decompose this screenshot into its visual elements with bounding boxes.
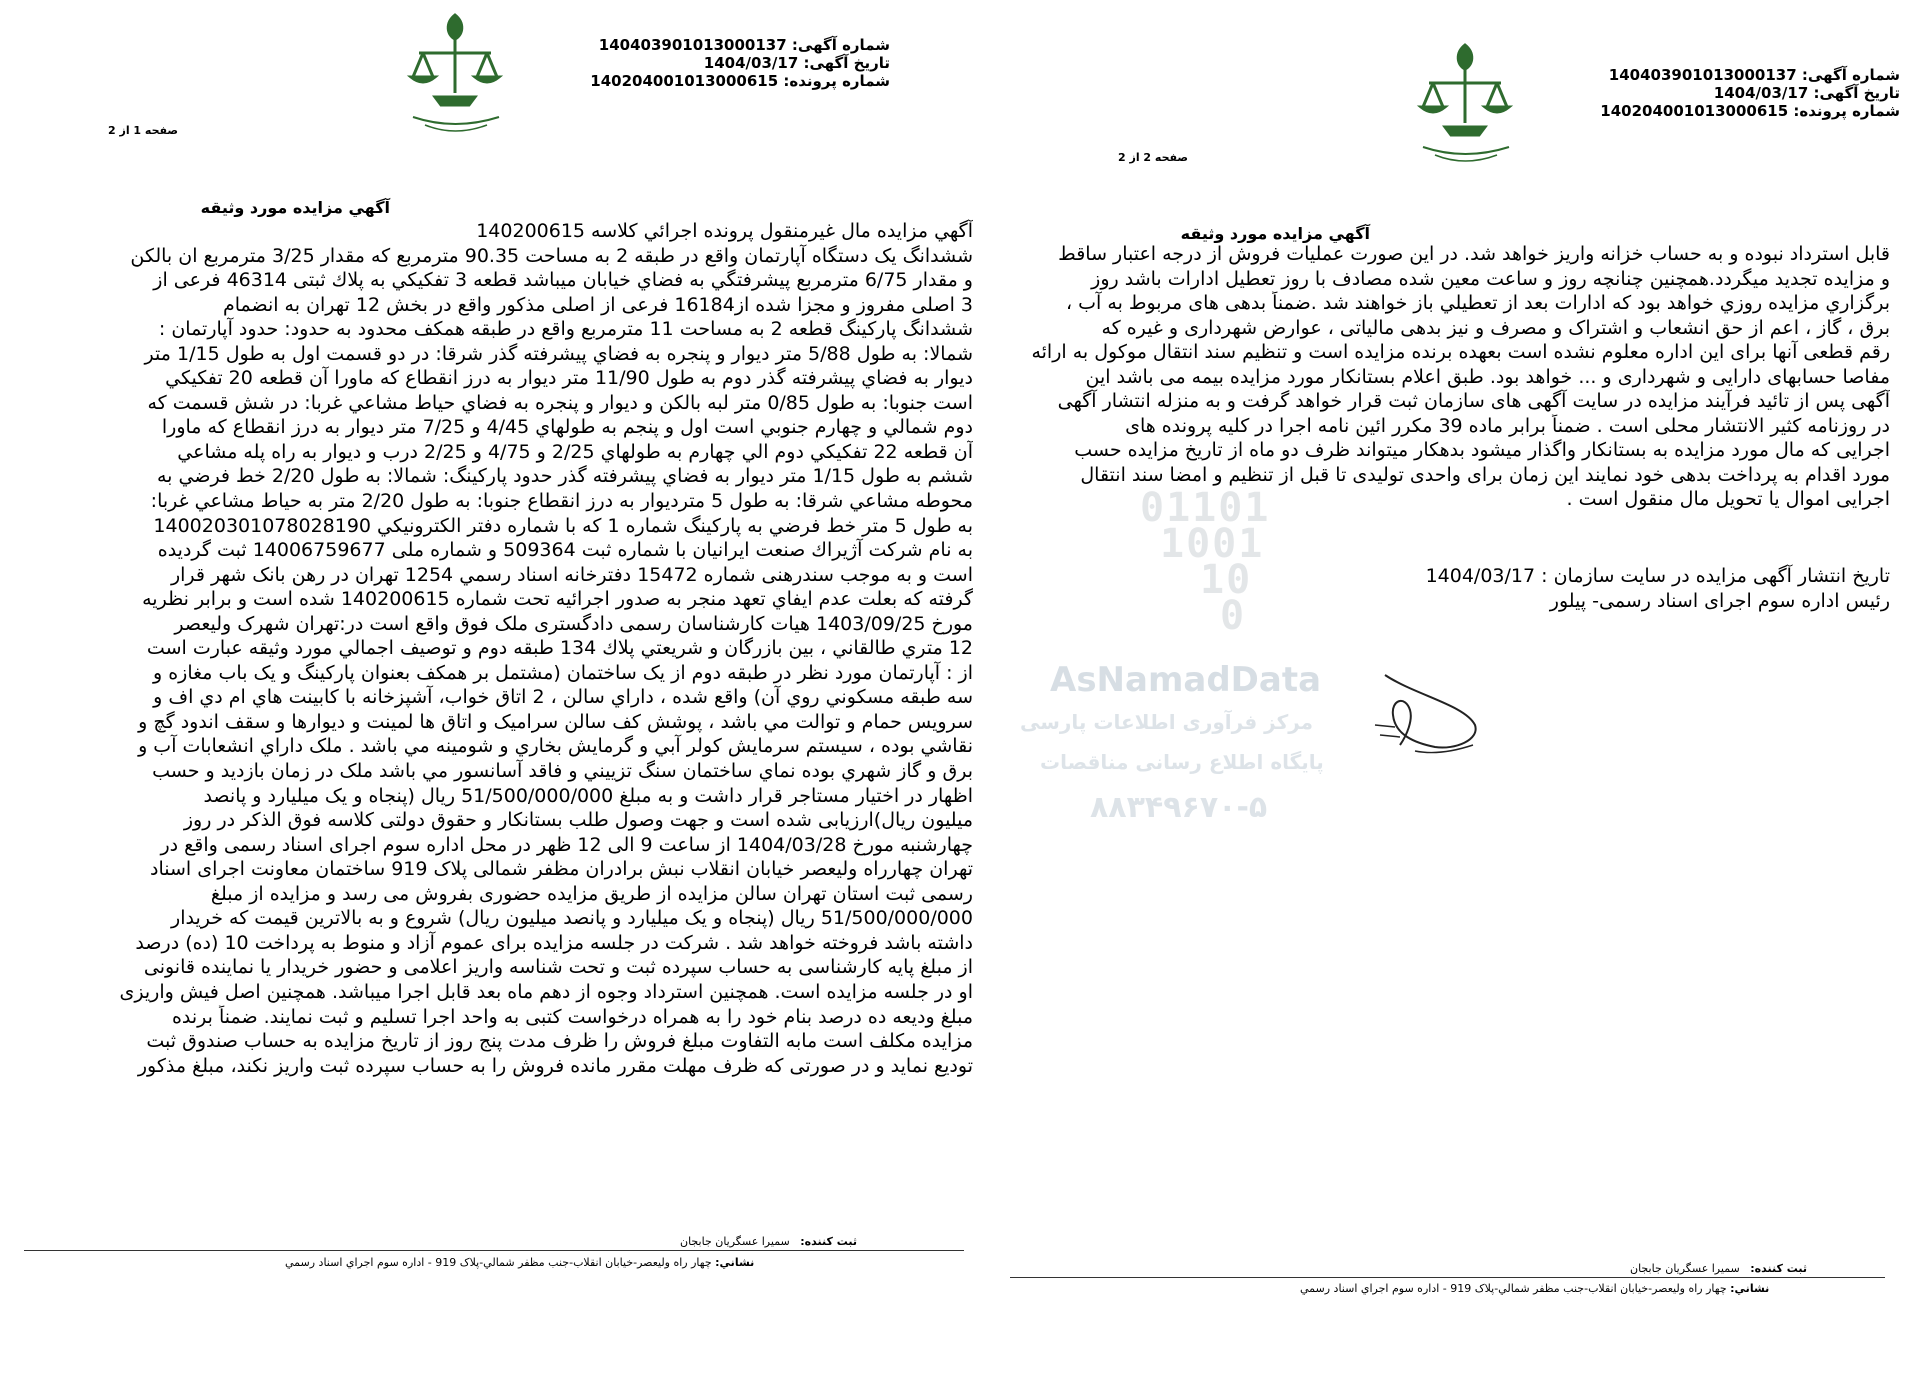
- body-line: سه طبقه مسكوني روي آن) واقع شده ، داراي سالن ، 2 اتاق خواب، آشپزخانه با كابينت هاي ام دي اف و: [153, 686, 973, 709]
- body-line: مبلغ وديعه ده درصد بنام خود را به همراه درخواست كتبی به واحد اجرا تسليم و ثبت نمايند. ضمناً برنده: [171, 1005, 973, 1028]
- page2-title: آگهي مزايده مورد وثيقه: [1180, 224, 1370, 243]
- page1-header: [560, 36, 890, 90]
- ad-number: 140403901013000137: [1608, 66, 1797, 84]
- case-number: 140204001013000615: [590, 72, 779, 90]
- body-line: چهارشنبه مورخ 1404/03/28 از ساعت 9 الی 12 ظهر در محل اداره سوم اجرای اسناد رسمی واقع در: [160, 833, 973, 856]
- page1-title: آگهي مزايده مورد وثيقه: [200, 198, 390, 217]
- body-line: او در جلسه مزايده است. همچنين استرداد وجوه از دهم ماه بعد قابل اجرا ميباشد. همچنين اصل فيش واريزی: [119, 980, 973, 1003]
- address-label: نشاني:: [1730, 1282, 1770, 1295]
- body-line: به طول 5 متر خط فرضي به پاركينگ شماره 1 كه با شماره دفتر الكترونيكي 140020301078028190: [153, 514, 973, 537]
- body-line: میلیون ريال)ارزيابی شده است و جهت وصول طلب بستانكار و حقوق دولتی كلاسه فوق الذكر در روز: [183, 809, 973, 832]
- page2-footer-divider: [1010, 1277, 1885, 1278]
- body-line: اجرايی كه مال مورد مزايده به بستانكار واگذار ميشود بدهكار ميتواند ظرف دو ماه از تاريخ مزايده حسب: [1074, 439, 1890, 462]
- watermark-brand: AsNamadData: [1050, 660, 1322, 700]
- body-line: 3 اصلی مفروز و مجزا شده از16184 فرعی از اصلی مذکور واقع در بخش 12 تهران به انضمام: [222, 293, 973, 316]
- judiciary-emblem-icon: [395, 5, 515, 135]
- body-line: است و به موجب سندرهنی شماره 15472 دفترخانه اسناد رسمي 1254 تهران در رهن بانک شهر قرار: [170, 563, 973, 586]
- body-line: تهران چهارراه وليعصر خيابان انقلاب نبش برادران مظفر شمالی پلاک 919 ساختمان معاونت اجرای اسناد: [150, 858, 973, 881]
- page1-body: [27, 219, 973, 1078]
- page2-closing: [1010, 564, 1890, 613]
- address-label: نشاني:: [715, 1256, 755, 1269]
- page2-registrar: [1630, 1262, 1807, 1275]
- address-text: چهار راه وليعصر-خيابان انقلاب-جنب مظفر شمالي-پلاک 919 - اداره سوم اجراي اسناد رسمي: [285, 1256, 712, 1269]
- body-line: آگهی پس از تائيد فرآيند مزايده در سايت آگهی های سازمان ثبت قرار خواهد گرفت و به منزله انتشار آگهی: [1057, 390, 1890, 413]
- signature-icon: [1355, 655, 1495, 765]
- body-line: مورخ 1403/09/25 هيات كارشناسان رسمی دادگستری ملک فوق واقع است در:تهران شهرک وليعصر: [174, 612, 973, 635]
- body-line: گرفته كه بعلت عدم ايفاي تعهد منجر به صدور اجرائيه تحت شماره 140200615 شده است و برابر نظريه: [142, 588, 973, 611]
- case-number: 140204001013000615: [1600, 102, 1789, 120]
- body-line: و مقدار 6/75 مترمربع پيشرفتگي به فضاي خيابان ميباشد قطعه 3 تفكيكي به پلاك ثبتی 46314 فرعی از: [153, 269, 973, 292]
- address-text: چهار راه وليعصر-خيابان انقلاب-جنب مظفر شمالي-پلاک 919 - اداره سوم اجراي اسناد رسمي: [1300, 1282, 1727, 1295]
- body-line: از مبلغ پايه كارشناسی به حساب سپرده ثبت و تحت شناسه واريز اعلامی و حضور خريدار يا نماينده قانونی: [143, 956, 973, 979]
- body-line: اجرايی اموال يا تحويل مال منقول است .: [1566, 488, 1890, 511]
- body-line: 12 متري طالقاني ، بين بازرگان و شريعتي پلاك 134 طبقه دوم و توصيف اجمالي مورد وثيقه عبارت است: [146, 637, 973, 660]
- body-line: محوطه مشاعي شرقا: به طول 5 متر‌ديوار به درز انقطاع جنوبا: به طول 2/20 متر به حياط مشاعي غربا:: [150, 490, 973, 513]
- page1-address: [285, 1256, 754, 1269]
- ad-number: 140403901013000137: [598, 36, 787, 54]
- judiciary-emblem-icon: [1405, 35, 1525, 165]
- body-line: برق ، گاز ، اعم از حق انشعاب و اشتراک و مصرف و نيز بدهی مالياتی ، عوارض شهرداری و غيره كه: [1101, 316, 1890, 339]
- registrar-name: سميرا عسگريان جابجان: [1630, 1262, 1740, 1275]
- ad-number-label: شماره آگهی:: [1801, 66, 1900, 84]
- body-line: شمالا: به طول 5/88 متر ديوار و پنجره به فضاي پيشرفته گذر شرقا: در دو قسمت اول به طول 1/15 متر: [144, 342, 973, 365]
- case-number-label: شماره پرونده:: [783, 72, 890, 90]
- signatory-line: رئيس اداره سوم اجرای اسناد رسمی- پيلور: [1549, 589, 1890, 612]
- ad-date: 1404/03/17: [1713, 84, 1809, 102]
- page2-header: [1570, 66, 1900, 120]
- body-line: سرويس حمام و توالت مي باشد ، پوشش كف سالن سراميک و اتاق ها لمينت و ديوارها و سقف اندود گچ و: [138, 710, 973, 733]
- body-line: برق و گاز شهري بوده نماي ساختمان سنگ تزييني و فاقد آسانسور مي باشد ملک در زمان بازديد و حسب: [152, 760, 973, 783]
- ad-date-label: تاریخ آگهی:: [1813, 84, 1900, 102]
- body-line: به نام شركت آژيراك صنعت ايرانيان با شماره ثبت 509364 و شماره ملی 14006759677 ثبت گرديده: [157, 539, 973, 562]
- body-line: در روزنامه كثير الانتشار محلی است . ضمناً برابر ماده 39 مكرر ائين نامه اجرا در كليه پرونده های: [1125, 414, 1890, 437]
- case-number-label: شماره پرونده:: [1793, 102, 1900, 120]
- publish-date-line: تاريخ انتشار آگهی مزايده در سايت سازمان : 1404/03/17: [1425, 565, 1890, 587]
- registrar-label: ثبت کننده:: [1750, 1262, 1807, 1275]
- body-line: ششم به طول 1/15 متر ديوار به فضاي پيشرفته گذر حدود پاركينگ: شمالا: به طول 2/20 خط فرضي به: [156, 465, 973, 488]
- watermark-phone: ۸۸۳۴۹۶۷۰-۵: [1090, 790, 1268, 825]
- body-line: قابل استرداد نبوده و به حساب خزانه واريز خواهد شد. در اين صورت عمليات فروش از درجه اعتبار ساقط: [1058, 243, 1890, 265]
- page2-address: [1300, 1282, 1769, 1295]
- body-line: داشته باشد فروخته خواهد شد . شركت در جلسه مزايده برای عموم آزاد و منوط به پرداخت 10 (ده) درصد: [135, 931, 973, 954]
- body-line: دوم شمالي و چهارم جنوبي است اول و پنجم به طولهاي 4/45 و 7/25 متر ديوار به درز انقطاع كه ماورا: [161, 416, 973, 439]
- body-line: رسمی ثبت استان تهران سالن مزايده از طریق مزایده حضوری بفروش می رسد و مزایده از مبلغ: [210, 882, 973, 905]
- watermark-tagline2: پایگاه اطلاع رسانی مناقصات: [1040, 750, 1324, 774]
- page1-footer-divider: [24, 1250, 964, 1251]
- page1-registrar: [680, 1235, 857, 1248]
- body-line: آن قطعه 22 تفكيكي دوم الي چهارم به طولهاي 2/25 و 4/75 و 2/25 درب و ديوار به راه پله مشاعي: [177, 440, 973, 463]
- body-line: ششدانگ یک دستگاه آپارتمان واقع در طبقه 2 به مساحت 90.35 مترمربع كه مقدار 3/25 مترمربع ان بالكن: [130, 244, 973, 267]
- body-line: از : آپارتمان مورد نظر در طبقه دوم از يک ساختمان (مشتمل بر همكف بعنوان پاركينگ و يک باب مغازه و: [153, 661, 973, 684]
- body-line: ششدانگ پاركينگ قطعه 2 به مساحت 11 مترمربع واقع در طبقه همكف محدود به حدود: حدود آپارتمان :: [158, 318, 973, 341]
- ad-date-label: تاریخ آگهی:: [803, 54, 890, 72]
- body-line: و مزايده تجديد ميگردد.همچنين چنانچه روز و ساعت معين شده مصادف با روز تعطيل ادارات باشد روز: [1091, 267, 1890, 290]
- body-line: مفاصا حسابهای دارايی و شهرداری و ... خواهد بود. طبق اعلام بستانكار مورد مزايده بيمه می باشد اين: [1085, 365, 1890, 388]
- watermark-digits: 01101 1001 10 0: [1140, 485, 1271, 639]
- body-line: ديوار به فضاي پيشرفته گذر دوم به طول 11/90 متر ديوار به درز انقطاع كه ماورا آن قطعه 20 تفكيكي: [165, 367, 973, 390]
- page2-body: [1010, 242, 1890, 512]
- body-line: مورد اقدام به پرداخت بدهی خود نمايند اين زمان برای واحدی توليدی تا قبل از تنظيم و امضا سند انتقال: [1080, 463, 1890, 486]
- body-line: نقاشي بوده ، سيستم سرمايش كولر آبي و گرمايش بخاري و شومينه مي باشد . ملک داراي انشعابات آب و: [138, 735, 973, 758]
- body-line: برگزاري مزايده روزي خواهد بود كه ادارات بعد از تعطيلي باز خواهند شد .ضمناً بدهی های مربوط به آب ،: [1066, 292, 1890, 315]
- body-line: اظهار در اختيار مستاجر قرار داشت و به مبلغ 51/500/000/000 ريال (پنجاه و یک میلیارد و پانصد: [203, 784, 973, 807]
- body-line: آگهي مزايده مال غيرمنقول پرونده اجرائي كلاسه 140200615: [476, 220, 973, 242]
- watermark-tagline1: مرکز فرآوری اطلاعات پارسی: [1020, 710, 1314, 734]
- page2-indicator: صفحه 2 از 2: [1118, 151, 1189, 164]
- page1-indicator: صفحه 1 از 2: [108, 124, 179, 137]
- ad-date: 1404/03/17: [703, 54, 799, 72]
- ad-number-label: شماره آگهی:: [791, 36, 890, 54]
- body-line: مزايده مكلف است مابه التفاوت مبلغ فروش را ظرف مدت پنج روز از تاريخ مزايده به حساب صندوق ثبت: [146, 1030, 973, 1053]
- registrar-name: سميرا عسگريان جابجان: [680, 1235, 790, 1248]
- body-line: است جنوبا: به طول 0/85 متر لبه بالكن و ديوار و پنجره به فضاي حياط مشاعي غربا: در شش قسمت كه: [147, 391, 973, 414]
- registrar-label: ثبت کننده:: [800, 1235, 857, 1248]
- body-line: رقم قطعی آنها برای اين اداره معلوم نشده است بعهده برنده مزايده است و تنظيم سند انتقال موكول به ارائه: [1031, 341, 1890, 364]
- body-line: توديع نمايد و در صورتی كه ظرف مهلت مقرر مانده فروش را به حساب سپرده ثبت واريز نكند، مبلغ مذكور: [137, 1054, 973, 1077]
- body-line: 51/500/000/000 ريال (پنجاه و یک میلیارد و پانصد میلیون ريال) شروع و به بالاترين قيمت كه خريدار: [171, 907, 973, 930]
